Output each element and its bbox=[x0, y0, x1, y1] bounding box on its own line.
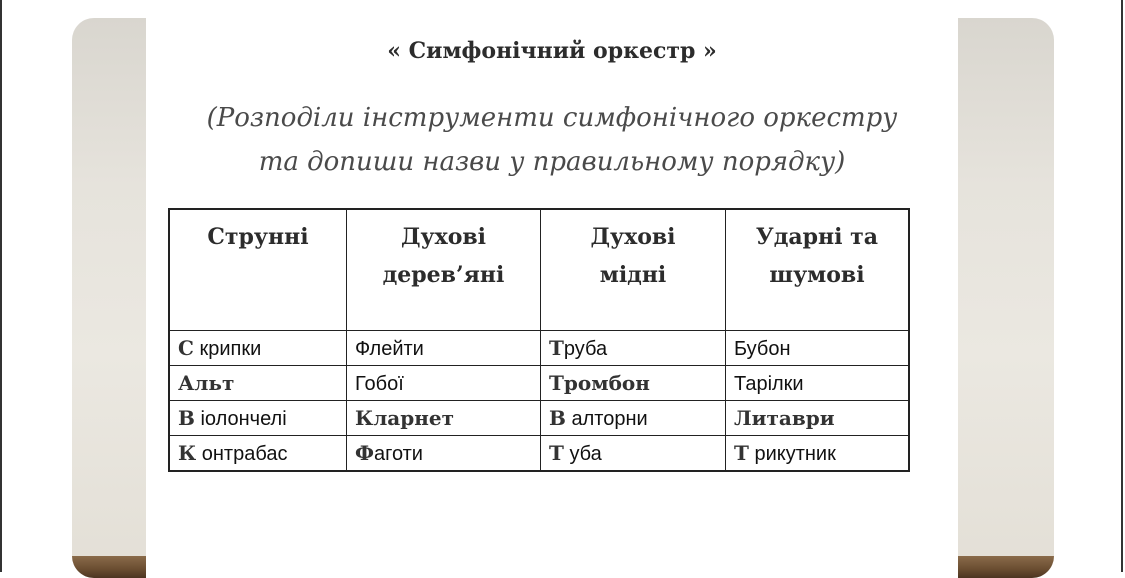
table-row bbox=[169, 401, 909, 436]
header-percussion-line2: шумові bbox=[769, 262, 865, 288]
table-cell bbox=[541, 366, 726, 401]
table-cell bbox=[726, 401, 910, 436]
table-cell bbox=[347, 331, 541, 366]
cell-text: онтрабас bbox=[196, 442, 288, 465]
cell-text: Кларнет bbox=[355, 406, 454, 430]
cell-initial: В bbox=[549, 405, 566, 430]
instruction-line-2: та допиши назви у правильному порядку) bbox=[258, 147, 846, 177]
header-brass-line2: мідні bbox=[599, 262, 667, 288]
cell-initial: Т bbox=[549, 335, 564, 360]
wood-floor-left bbox=[72, 556, 146, 578]
table-cell bbox=[726, 331, 910, 366]
table-row bbox=[169, 366, 909, 401]
cell-initial: Т bbox=[549, 440, 564, 465]
cell-text: Тромбон bbox=[549, 371, 650, 395]
cell-initial: К bbox=[178, 440, 197, 465]
table-cell bbox=[347, 401, 541, 436]
table-cell bbox=[726, 366, 910, 401]
header-brass bbox=[541, 209, 726, 331]
worksheet-title: « Симфонічний оркестр » bbox=[387, 38, 717, 64]
cell-text: Гобої bbox=[355, 372, 404, 395]
cell-text: Флейти bbox=[355, 337, 424, 360]
instruments-table bbox=[168, 208, 910, 472]
cell-initial: В bbox=[178, 405, 195, 430]
header-strings-line1: Струнні bbox=[207, 224, 309, 250]
header-percussion bbox=[726, 209, 910, 331]
wood-floor-right bbox=[958, 556, 1054, 578]
cell-text: Альт bbox=[178, 371, 235, 395]
header-strings bbox=[169, 209, 347, 331]
header-woodwinds-line2: дерев’яні bbox=[382, 262, 505, 288]
cell-text: Тарілки bbox=[734, 372, 804, 395]
table-cell bbox=[169, 401, 347, 436]
table-cell bbox=[169, 331, 347, 366]
table-cell bbox=[347, 366, 541, 401]
header-woodwinds-line1: Духові bbox=[400, 224, 487, 250]
table-row bbox=[169, 331, 909, 366]
table-cell bbox=[541, 331, 726, 366]
instruction-line-1: (Розподіли інструменти симфонічного оркестру bbox=[206, 103, 898, 133]
cell-initial: Т bbox=[734, 440, 749, 465]
cell-text: крипки bbox=[193, 337, 262, 360]
worksheet-instruction bbox=[146, 96, 958, 184]
cell-initial: Ф bbox=[355, 440, 374, 465]
table-cell bbox=[169, 366, 347, 401]
worksheet-page bbox=[146, 18, 958, 578]
header-woodwinds bbox=[347, 209, 541, 331]
cell-text: уба bbox=[563, 442, 602, 465]
table-cell bbox=[541, 401, 726, 436]
cell-initial: С bbox=[178, 335, 194, 360]
table-cell bbox=[541, 436, 726, 472]
table-header-row bbox=[169, 209, 909, 331]
cell-text: Литаври bbox=[734, 406, 835, 430]
cell-text: аготи bbox=[373, 442, 423, 465]
table-row bbox=[169, 436, 909, 472]
cell-text: рикутник bbox=[748, 442, 836, 465]
cell-text: руба bbox=[563, 337, 608, 360]
table-cell bbox=[169, 436, 347, 472]
cell-text: іолончелі bbox=[194, 407, 287, 430]
header-percussion-line1: Ударні та bbox=[755, 224, 879, 250]
header-brass-line1: Духові bbox=[590, 224, 676, 250]
table-cell bbox=[726, 436, 910, 472]
cell-text: алторни bbox=[565, 407, 648, 430]
table-cell bbox=[347, 436, 541, 472]
cell-text: Бубон bbox=[734, 337, 791, 360]
